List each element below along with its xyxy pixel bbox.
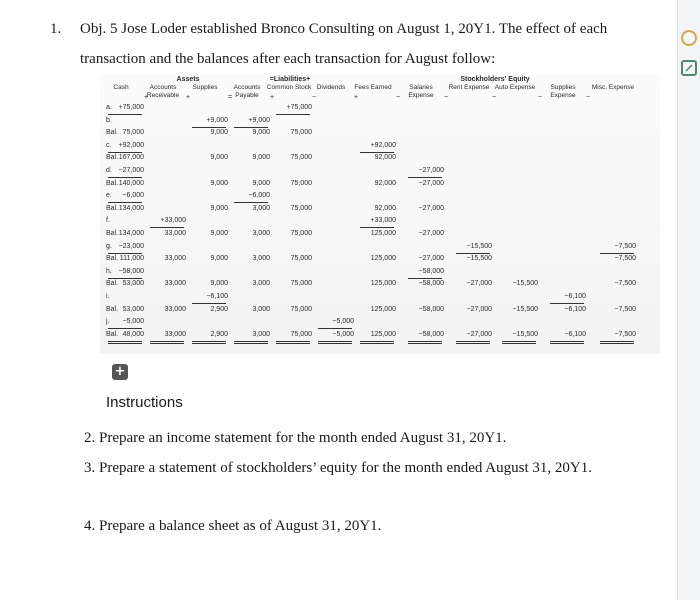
transaction-table-image	[100, 74, 660, 354]
table-cell: +75,000	[118, 104, 144, 111]
operator: +	[144, 94, 149, 101]
instruction-item-3: 3. Prepare a statement of stockholders’ equity for the month ended August 31, 20Y1.	[84, 460, 592, 476]
rule-line	[550, 303, 584, 304]
row-label: h.	[106, 267, 112, 275]
table-cell: 125,000	[370, 255, 396, 263]
rule-line	[108, 341, 142, 344]
table-cell: −58,000	[418, 305, 444, 313]
table-cell: 9,000	[210, 154, 228, 162]
table-cell: 92,000	[374, 154, 396, 162]
row-label: Bal.	[106, 179, 119, 187]
operator: =	[228, 94, 233, 101]
table-cell: +9,000	[206, 116, 228, 124]
rule-line	[108, 114, 142, 115]
table-cell: 92,000	[374, 204, 396, 212]
rule-line	[502, 341, 536, 344]
table-cell: −27,000	[466, 330, 492, 338]
table-cell: 167,000	[118, 154, 144, 162]
rule-line	[408, 341, 442, 344]
rule-line	[108, 278, 142, 279]
table-cell: 3,000	[252, 330, 270, 338]
table-cell: 2,900	[210, 330, 228, 338]
row-label: Bal.	[106, 129, 119, 137]
table-cell: 75,000	[122, 129, 144, 137]
rule-line	[360, 152, 394, 153]
instructions-title: Instructions	[106, 394, 183, 411]
row-label: Bal.	[106, 280, 119, 288]
table-cell: −5,000	[122, 318, 144, 326]
table-cell: −6,100	[564, 330, 586, 338]
rule-line	[108, 253, 142, 254]
rule-line	[192, 341, 226, 344]
table-cell: 53,000	[122, 305, 144, 313]
rule-line	[360, 227, 394, 228]
rule-line	[150, 227, 184, 228]
row-label: f.	[106, 217, 110, 225]
table-cell: 9,000	[210, 255, 228, 263]
edit-icon[interactable]	[681, 60, 697, 76]
table-cell: 48,000	[122, 330, 144, 338]
table-cell: 9,000	[210, 204, 228, 212]
column-header-cs: Common Stock	[266, 84, 312, 91]
table-cell: 9,000	[252, 154, 270, 162]
table-cell: 75,000	[290, 179, 312, 187]
table-cell: 3,000	[252, 230, 270, 237]
column-header-supexp: Supplies Expense	[550, 84, 576, 99]
table-cell: 33,000	[164, 280, 186, 288]
rule-line	[276, 341, 310, 344]
table-cell: 3,000	[252, 280, 270, 288]
row-label: Bal.	[106, 154, 119, 162]
table-cell: 75,000	[290, 280, 312, 288]
column-header-misc: Misc. Expense	[591, 84, 635, 91]
table-cell: −6,100	[564, 305, 586, 313]
operator: −	[538, 94, 543, 101]
table-cell: +92,000	[118, 141, 144, 149]
table-cell: −7,500	[614, 305, 636, 313]
table-cell: −27,000	[418, 255, 444, 263]
table-cell: 9,000	[210, 129, 228, 137]
column-header-ar: Accounts Receivable	[146, 84, 180, 99]
table-cell: 125,000	[370, 305, 396, 313]
table-cell: −58,000	[418, 330, 444, 338]
column-header-auto: Auto Expense	[494, 84, 536, 91]
table-cell: 33,000	[164, 230, 186, 237]
rule-line	[408, 278, 442, 279]
table-cell: 75,000	[290, 255, 312, 263]
table-cell: −27,000	[466, 305, 492, 313]
rule-line	[108, 152, 142, 153]
column-header-cash: Cash	[113, 84, 129, 91]
rule-line	[600, 253, 634, 254]
table-cell: −7,500	[614, 255, 636, 263]
rule-line	[318, 341, 352, 344]
table-cell: +33,000	[160, 217, 186, 225]
table-cell: 75,000	[290, 204, 312, 212]
table-cell: −15,500	[466, 242, 492, 250]
table-cell: −6,000	[122, 192, 144, 200]
rule-line	[234, 127, 268, 128]
row-label: a.	[106, 104, 112, 111]
row-label: Bal.	[106, 305, 119, 313]
row-label: Bal.	[106, 255, 119, 263]
rule-line	[108, 328, 142, 329]
operator: −	[586, 94, 591, 101]
problem-statement	[50, 14, 640, 74]
assets-header: Assets	[176, 76, 200, 83]
rule-line	[108, 202, 142, 203]
table-cell: 9,000	[252, 179, 270, 187]
rule-line	[360, 341, 394, 344]
column-header-sal: Salaries Expense	[408, 84, 434, 99]
table-cell: 9,000	[210, 230, 228, 237]
table-cell: −15,500	[466, 255, 492, 263]
rule-line	[192, 127, 226, 128]
rule-line	[234, 341, 268, 344]
table-cell: −27,000	[418, 204, 444, 212]
side-toolbar	[677, 0, 700, 600]
table-cell: 9,000	[210, 280, 228, 288]
rule-line	[600, 341, 634, 344]
table-cell: 9,000	[252, 129, 270, 137]
table-cell: 111,000	[119, 255, 144, 263]
column-header-ap: Accounts Payable	[233, 84, 261, 99]
rule-line	[318, 328, 352, 329]
table-cell: 75,000	[290, 305, 312, 313]
table-cell: −58,000	[118, 267, 144, 275]
table-cell: −15,500	[512, 280, 538, 288]
table-cell: −27,000	[466, 280, 492, 288]
table-cell: −6,100	[564, 293, 586, 300]
problem-number: 1.	[50, 21, 62, 37]
transaction-table	[100, 74, 660, 354]
column-header-fees: Fees Earned	[354, 84, 392, 91]
table-cell: 92,000	[374, 179, 396, 187]
row-label: Bal.	[106, 230, 119, 237]
column-header-rent: Rent Expense	[448, 84, 490, 91]
operator: +	[354, 94, 359, 101]
add-button[interactable]: +	[112, 364, 128, 380]
table-cell: 140,000	[118, 179, 144, 187]
table-cell: −27,000	[418, 167, 444, 174]
row-label: g.	[106, 242, 112, 250]
table-cell: 75,000	[290, 230, 312, 237]
table-cell: 75,000	[290, 129, 312, 137]
table-cell: 125,000	[370, 280, 396, 288]
operator: −	[312, 94, 317, 101]
table-cell: −7,500	[614, 280, 636, 288]
column-header-supplies: Supplies	[192, 84, 218, 91]
liabilities-header: =Liabilities+	[269, 76, 311, 83]
table-cell: −7,500	[614, 242, 636, 250]
rule-line	[192, 303, 226, 304]
table-cell: +92,000	[370, 141, 396, 149]
table-cell: 33,000	[164, 330, 186, 338]
operator: +	[270, 94, 275, 101]
rule-line	[234, 202, 268, 203]
table-cell: −5,000	[332, 318, 354, 326]
problem-text: Obj. 5 Jose Loder established Bronco Consulting on August 1, 20Y1. The effect of each transaction and the balances after each transaction for August follow:	[80, 21, 608, 67]
table-cell: 75,000	[290, 154, 312, 162]
rule-line	[456, 341, 490, 344]
column-header-div: Dividends	[316, 84, 346, 91]
operator: −	[396, 94, 401, 101]
operator: +	[186, 94, 191, 101]
row-label: i.	[106, 293, 110, 300]
table-cell: −6,100	[206, 293, 228, 300]
table-cell: 134,000	[118, 230, 144, 237]
row-label: e.	[106, 192, 112, 200]
table-cell: 75,000	[290, 330, 312, 338]
refresh-icon[interactable]	[681, 30, 697, 46]
instruction-item-2: 2. Prepare an income statement for the month ended August 31, 20Y1.	[84, 430, 507, 446]
table-cell: 2,900	[210, 305, 228, 313]
table-cell: −27,000	[418, 179, 444, 187]
table-cell: −6,000	[248, 192, 270, 200]
table-cell: −58,000	[418, 280, 444, 288]
table-cell: −58,000	[418, 267, 444, 275]
operator: −	[492, 94, 497, 101]
table-cell: −27,000	[418, 230, 444, 237]
table-cell: 53,000	[122, 280, 144, 288]
table-cell: 9,000	[210, 179, 228, 187]
row-label: Bal.	[106, 204, 119, 212]
table-cell: −27,000	[118, 167, 144, 174]
table-cell: +33,000	[370, 217, 396, 225]
rule-line	[408, 177, 442, 178]
table-cell: 125,000	[370, 330, 396, 338]
row-label: j.	[106, 318, 110, 326]
rule-line	[108, 177, 142, 178]
row-label: Bal.	[106, 330, 119, 338]
instruction-item-4: 4. Prepare a balance sheet as of August 31, 20Y1.	[84, 518, 382, 534]
table-cell: 33,000	[164, 305, 186, 313]
table-cell: 125,000	[370, 230, 396, 237]
rule-line	[276, 114, 310, 115]
table-cell: 3,000	[252, 255, 270, 263]
rule-line	[550, 341, 584, 344]
table-cell: 3,000	[252, 305, 270, 313]
table-cell: 33,000	[164, 255, 186, 263]
table-cell: 134,000	[118, 204, 144, 212]
table-cell: +9,000	[248, 116, 270, 124]
table-cell: −15,500	[512, 305, 538, 313]
rule-line	[150, 341, 184, 344]
table-cell: −5,000	[332, 330, 354, 338]
row-label: b.	[106, 116, 112, 124]
table-cell: −15,500	[512, 330, 538, 338]
operator: −	[444, 94, 449, 101]
table-cell: −7,500	[614, 330, 636, 338]
equity-header: Stockholders' Equity	[460, 76, 530, 83]
row-label: c.	[106, 141, 112, 149]
table-cell: −23,000	[118, 242, 144, 250]
rule-line	[456, 253, 490, 254]
table-cell: +75,000	[286, 104, 312, 111]
row-label: d.	[106, 167, 112, 174]
table-cell: 3,000	[252, 204, 270, 212]
